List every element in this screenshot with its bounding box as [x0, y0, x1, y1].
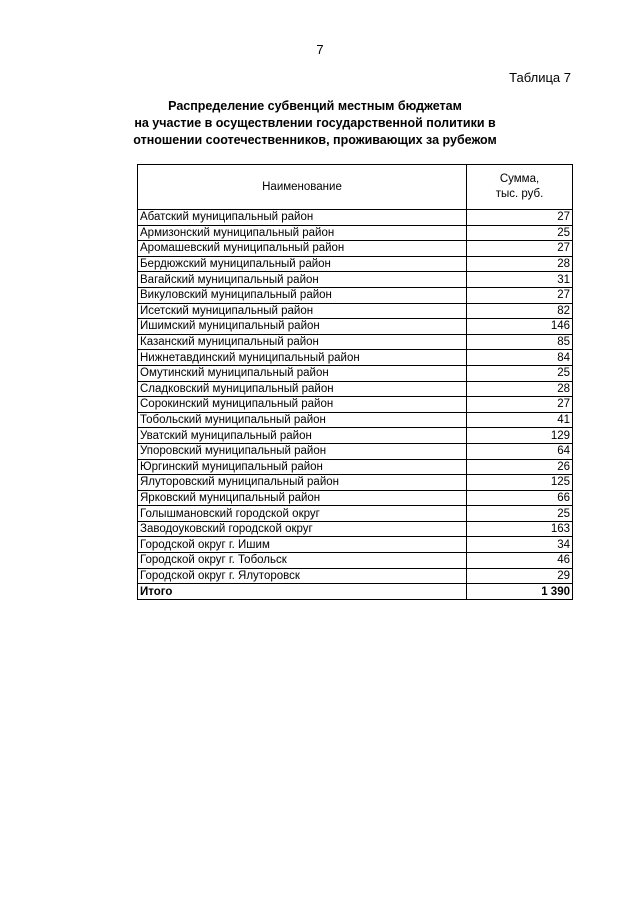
- row-name: Городской округ г. Ишим: [138, 537, 467, 553]
- table-row: [138, 506, 573, 522]
- table-row: [138, 490, 573, 506]
- row-value: 163: [467, 521, 573, 537]
- row-name: Голышмановский городской округ: [138, 506, 467, 522]
- row-value: 27: [467, 210, 573, 226]
- table-row: [138, 350, 573, 366]
- row-value: 29: [467, 568, 573, 584]
- table-header-row: [138, 165, 573, 210]
- row-value: 129: [467, 428, 573, 444]
- row-name: Городской округ г. Ялуторовск: [138, 568, 467, 584]
- table-row: [138, 334, 573, 350]
- row-name: Ярковский муниципальный район: [138, 490, 467, 506]
- row-name: Омутинский муниципальный район: [138, 365, 467, 381]
- row-value: 146: [467, 319, 573, 335]
- row-value: 31: [467, 272, 573, 288]
- table-row: [138, 225, 573, 241]
- row-value: 82: [467, 303, 573, 319]
- table-row: [138, 241, 573, 257]
- table-row: [138, 537, 573, 553]
- row-name: Ишимский муниципальный район: [138, 319, 467, 335]
- table-row: [138, 412, 573, 428]
- table-row: [138, 475, 573, 491]
- row-value: 66: [467, 490, 573, 506]
- table-row: [138, 303, 573, 319]
- table-row: [138, 256, 573, 272]
- row-name: Заводоуковский городской округ: [138, 521, 467, 537]
- row-name: Сорокинский муниципальный район: [138, 397, 467, 413]
- row-name: Юргинский муниципальный район: [138, 459, 467, 475]
- row-name: Казанский муниципальный район: [138, 334, 467, 350]
- table-row: [138, 287, 573, 303]
- table-row: [138, 381, 573, 397]
- row-value: 46: [467, 553, 573, 569]
- row-value: 25: [467, 365, 573, 381]
- table-row: [138, 568, 573, 584]
- row-value: 85: [467, 334, 573, 350]
- page-number: 7: [316, 42, 324, 57]
- row-name: Ялуторовский муниципальный район: [138, 475, 467, 491]
- row-name: Упоровский муниципальный район: [138, 443, 467, 459]
- row-name: Исетский муниципальный район: [138, 303, 467, 319]
- row-value: 28: [467, 381, 573, 397]
- row-value: 64: [467, 443, 573, 459]
- table-row: [138, 553, 573, 569]
- row-value: 26: [467, 459, 573, 475]
- row-value: 41: [467, 412, 573, 428]
- header-sum-line-2: тыс. руб.: [495, 188, 544, 200]
- row-value: 25: [467, 225, 573, 241]
- total-label: Итого: [138, 584, 467, 600]
- row-value: 125: [467, 475, 573, 491]
- row-value: 28: [467, 256, 573, 272]
- row-name: Армизонский муниципальный район: [138, 225, 467, 241]
- title-line-2: на участие в осуществлении государственной политики в: [134, 116, 496, 130]
- total-row: [138, 584, 573, 600]
- row-value: 25: [467, 506, 573, 522]
- row-name: Бердюжский муниципальный район: [138, 256, 467, 272]
- header-sum-line-1: Сумма,: [499, 173, 540, 185]
- table-row: [138, 443, 573, 459]
- row-name: Вагайский муниципальный район: [138, 272, 467, 288]
- table-row: [138, 210, 573, 226]
- table-row: [138, 459, 573, 475]
- row-value: 84: [467, 350, 573, 366]
- row-value: 27: [467, 287, 573, 303]
- header-name: Наименование: [138, 165, 467, 210]
- row-name: Викуловский муниципальный район: [138, 287, 467, 303]
- header-sum: [467, 165, 573, 210]
- total-value: 1 390: [467, 584, 573, 600]
- title-line-3: отношении соотечественников, проживающих за рубежом: [133, 133, 497, 147]
- row-name: Сладковский муниципальный район: [138, 381, 467, 397]
- table-title: [120, 98, 510, 149]
- subvention-table: [137, 164, 573, 600]
- row-name: Тобольский муниципальный район: [138, 412, 467, 428]
- row-value: 27: [467, 397, 573, 413]
- table-label: Таблица 7: [509, 70, 571, 85]
- row-value: 27: [467, 241, 573, 257]
- row-name: Городской округ г. Тобольск: [138, 553, 467, 569]
- row-name: Аромашевский муниципальный район: [138, 241, 467, 257]
- table-row: [138, 428, 573, 444]
- table-row: [138, 521, 573, 537]
- row-value: 34: [467, 537, 573, 553]
- row-name: Нижнетавдинский муниципальный район: [138, 350, 467, 366]
- table-row: [138, 319, 573, 335]
- title-line-1: Распределение субвенций местным бюджетам: [168, 99, 462, 113]
- row-name: Уватский муниципальный район: [138, 428, 467, 444]
- table-row: [138, 365, 573, 381]
- row-name: Абатский муниципальный район: [138, 210, 467, 226]
- table-row: [138, 397, 573, 413]
- table-row: [138, 272, 573, 288]
